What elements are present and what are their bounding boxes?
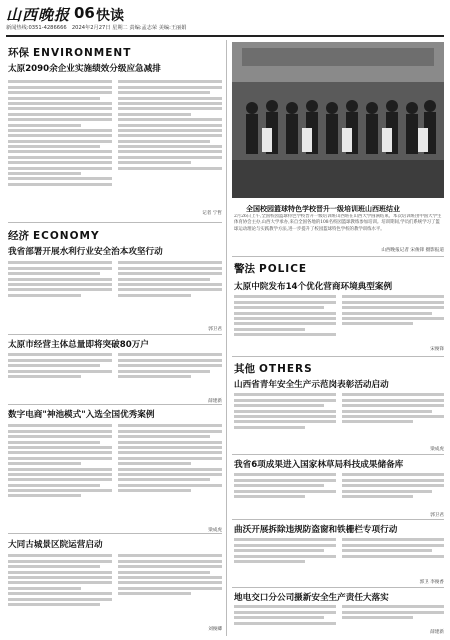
group-photo-image <box>232 42 444 198</box>
page-number: 06 <box>74 4 95 22</box>
masthead-info-line: 新闻热线:0351-4286666 2024年2月27日 星期二 责编:孟志荣 美编:王丽娟 <box>6 25 187 31</box>
article-body-eco1-col1 <box>8 259 112 315</box>
article-body-env-col1 <box>8 78 112 216</box>
headline-others-4: 地电交口分公司摄新安全生产责任大落实 <box>234 593 389 603</box>
divider <box>8 404 222 405</box>
article-body-others1-col1 <box>234 391 336 447</box>
article-body-others1-col2 <box>342 391 444 443</box>
newspaper-logo: 山西晚报 <box>6 6 71 24</box>
section-en: ECONOMY <box>33 230 100 242</box>
article-body-eco4-col2 <box>118 552 222 622</box>
divider <box>8 533 222 534</box>
headline-police: 太原中院发布14个优化营商环境典型案例 <box>234 282 393 292</box>
byline-others-2: 郭卫君 <box>430 513 444 518</box>
divider <box>232 256 444 257</box>
section-header-environment <box>8 45 131 60</box>
article-body-others2-col2 <box>342 471 444 515</box>
section-en: OTHERS <box>259 363 313 375</box>
section-cn: 经济 <box>8 230 29 242</box>
byline-others-4: 薛建新 <box>430 630 444 635</box>
section-en: ENVIRONMENT <box>33 47 132 59</box>
byline-eco-1: 郭卫君 <box>208 327 222 332</box>
page-section-title: 快读 <box>96 8 124 24</box>
section-cn: 环保 <box>8 47 29 59</box>
column-divider <box>226 40 227 636</box>
section-header-police <box>234 261 307 276</box>
article-body-eco2-col1 <box>8 351 112 391</box>
byline-police: 宋俊锋 <box>430 347 444 352</box>
article-body-eco1-col2 <box>118 259 222 315</box>
byline-eco-4: 刘俊卿 <box>208 627 222 632</box>
news-photo <box>232 42 444 198</box>
byline-eco-3: 梁成虎 <box>208 528 222 533</box>
article-body-police-col2 <box>342 293 444 343</box>
headline-eco-2: 太原市经营主体总量即将突破80万户 <box>8 340 149 350</box>
photo-caption: 2月26日上午,全国校园篮球特色学校晋升一级培训班山西班在山西大学圆满结束。本次培训班由中国大学生体育协会主办,山西大学承办,来自全国各地的108名校园篮球教练参加培训。培训期间,学员们系统学习了篮球运动理论与实践教学方法,进一步提升了校园篮球特色学校的教学训练水平。 <box>234 214 442 232</box>
article-body-others4-col2 <box>342 603 444 629</box>
headline-eco-3: 数字电商"神池模式"入选全国优秀案例 <box>8 410 155 420</box>
headline-env: 太原2090余企业实施绩效分级应急减排 <box>8 64 161 74</box>
article-body-eco2-col2 <box>118 351 222 391</box>
article-body-others3-col2 <box>342 536 444 576</box>
section-en: POLICE <box>259 263 308 275</box>
headline-eco-1: 我省部署开展水利行业安全治本攻坚行动 <box>8 247 163 257</box>
article-body-others4-col1 <box>234 603 336 637</box>
divider <box>232 587 444 588</box>
divider <box>232 356 444 357</box>
section-cn: 其他 <box>234 363 255 375</box>
headline-others-2: 我省6项成果进入国家林草局科技成果储备库 <box>234 460 404 470</box>
headline-others-1: 山西省青年安全生产示范岗表彰活动启动 <box>234 380 389 390</box>
divider <box>232 519 444 520</box>
article-body-eco4-col1 <box>8 552 112 630</box>
masthead <box>6 4 446 31</box>
article-body-others3-col1 <box>234 536 336 580</box>
photo-credit: 山西晚报记者 宋俊锋 摄影报道 <box>381 248 444 253</box>
section-cn: 警法 <box>234 263 255 275</box>
masthead-rule <box>6 35 444 37</box>
byline-others-1: 梁成虎 <box>430 447 444 452</box>
section-header-others <box>234 361 313 376</box>
byline-others-3: 郭卫 李俊香 <box>419 580 444 585</box>
byline-eco-2: 薛建新 <box>208 399 222 404</box>
article-body-others2-col1 <box>234 471 336 515</box>
byline-env: 记者 宁哲 <box>202 211 222 216</box>
divider <box>8 334 222 335</box>
article-body-env-col2 <box>118 78 222 206</box>
headline-others-3: 曲沃开展拆除违规防盗窗和铁栅栏专项行动 <box>234 525 398 535</box>
headline-eco-4: 大同古城景区院运营启动 <box>8 540 103 550</box>
divider <box>8 222 222 223</box>
article-body-eco3-col1 <box>8 422 112 532</box>
divider <box>232 454 444 455</box>
article-body-police-col1 <box>234 293 336 355</box>
photo-caption-title: 全国校园篮球特色学校晋升一级培训班山西班结业 <box>246 205 400 213</box>
section-header-economy <box>8 228 100 243</box>
article-body-eco3-col2 <box>118 422 222 526</box>
